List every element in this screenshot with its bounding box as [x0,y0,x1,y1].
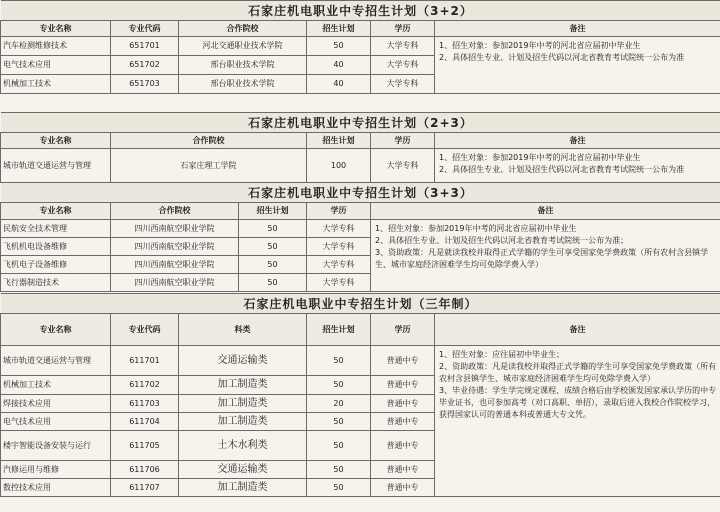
header-row [1,203,720,220]
col-header: 招生计划 [239,203,307,220]
col-header: 备注 [435,21,720,37]
col-header: 专业代码 [111,314,179,346]
major-cell: 楼宇智能设备安装与运行 [1,431,111,461]
edu-cell: 大学专科 [307,256,371,274]
col-header: 专业名称 [1,314,111,346]
edu-cell: 大学专科 [371,56,435,75]
edu-cell: 大学专科 [307,238,371,256]
header-row [1,314,720,346]
plan-cell: 50 [239,238,307,256]
section-title: 石家庄机电职业中专招生计划（三年制） [1,294,720,314]
col-header: 备注 [435,314,720,346]
school-cell: 河北交通职业技术学院 [179,37,307,56]
col-header: 招生计划 [307,21,371,37]
col-header: 专业名称 [1,21,111,37]
section-title: 石家庄机电职业中专招生计划（2+3） [1,113,720,133]
major-cell: 飞机机电设备维修 [1,238,111,256]
code-cell: 611701 [111,346,179,376]
col-header: 专业名称 [1,203,111,220]
code-cell: 611707 [111,479,179,497]
col-header: 合作院校 [111,203,239,220]
major-cell: 机械加工技术 [1,75,111,94]
col-header: 备注 [435,133,720,149]
edu-cell: 普通中专 [371,413,435,431]
plan-cell: 50 [307,413,371,431]
code-cell: 611704 [111,413,179,431]
table-row [1,220,720,238]
table-3plus3 [0,182,720,292]
table-row [1,149,720,183]
notes-cell [435,37,720,94]
code-cell: 611703 [111,395,179,413]
plan-cell: 50 [239,256,307,274]
table-3plus2 [0,0,720,94]
plan-cell: 50 [307,376,371,395]
school-cell: 四川西南航空职业学院 [111,220,239,238]
edu-cell: 普通中专 [371,479,435,497]
code-cell: 611702 [111,376,179,395]
note-line: 2、具体招生专业、计划及招生代码以河北省教育考试院统一公布为准 [439,165,685,174]
plan-cell: 20 [307,395,371,413]
category-cell: 加工制造类 [179,479,307,497]
code-cell: 611706 [111,461,179,479]
note-line: 2、具体招生专业、计划及招生代码以河北省教育考试院统一公布为准 [439,53,685,62]
col-header: 科类 [179,314,307,346]
plan-cell: 50 [307,479,371,497]
col-header: 合作院校 [111,133,307,149]
edu-cell: 大学专科 [307,274,371,292]
school-cell: 四川西南航空职业学院 [111,256,239,274]
major-cell: 飞机电子设备维修 [1,256,111,274]
edu-cell: 普通中专 [371,346,435,376]
section-title: 石家庄机电职业中专招生计划（3+3） [1,183,720,203]
edu-cell: 大学专科 [371,75,435,94]
code-cell: 651701 [111,37,179,56]
category-cell: 交通运输类 [179,461,307,479]
note-line: 1、招生对象：参加2019年中考的河北省应届初中毕业生 [375,224,577,233]
major-cell: 数控技术应用 [1,479,111,497]
col-header: 学历 [371,133,435,149]
school-cell: 邢台职业技术学院 [179,56,307,75]
major-cell: 电气技术应用 [1,56,111,75]
category-cell: 土木水利类 [179,431,307,461]
table-2plus3 [0,112,720,183]
major-cell: 机械加工技术 [1,376,111,395]
note-line: 1、招生对象：参加2019年中考的河北省应届初中毕业生 [439,41,641,50]
table-row [1,37,720,56]
note-line: 2、具体招生专业、计划及招生代码以河北省教育考试院统一公布为准； [375,236,629,245]
school-cell: 四川西南航空职业学院 [111,238,239,256]
major-cell: 城市轨道交通运营与管理 [1,149,111,183]
category-cell: 加工制造类 [179,395,307,413]
col-header: 专业代码 [111,21,179,37]
edu-cell: 普通中专 [371,376,435,395]
plan-cell: 50 [239,220,307,238]
code-cell: 611705 [111,431,179,461]
col-header: 学历 [371,21,435,37]
major-cell: 焊接技术应用 [1,395,111,413]
plan-cell: 50 [307,346,371,376]
plan-cell: 50 [307,461,371,479]
col-header: 招生计划 [307,133,371,149]
plan-cell: 50 [307,431,371,461]
major-cell: 民航安全技术管理 [1,220,111,238]
note-line: 1、招生对象：参加2019年中考的河北省应届初中毕业生 [439,153,641,162]
edu-cell: 普通中专 [371,395,435,413]
plan-cell: 40 [307,75,371,94]
edu-cell: 普通中专 [371,431,435,461]
notes-cell [435,149,720,183]
major-cell: 汽修运用与维修 [1,461,111,479]
header-row [1,21,720,37]
school-cell: 四川西南航空职业学院 [111,274,239,292]
note-line: 1、招生对象：应往届初中毕业生； [439,350,565,359]
category-cell: 交通运输类 [179,346,307,376]
plan-cell: 40 [307,56,371,75]
table-row [1,346,720,376]
col-header: 招生计划 [307,314,371,346]
major-cell: 电气技术应用 [1,413,111,431]
plan-cell: 100 [307,149,371,183]
category-cell: 加工制造类 [179,376,307,395]
school-cell: 石家庄理工学院 [111,149,307,183]
notes-cell [435,346,720,497]
section-title: 石家庄机电职业中专招生计划（3+2） [1,1,720,21]
major-cell: 汽车检测维修技术 [1,37,111,56]
school-cell: 邢台职业技术学院 [179,75,307,94]
col-header: 备注 [371,203,720,220]
code-cell: 651702 [111,56,179,75]
notes-cell [371,220,720,292]
edu-cell: 大学专科 [371,149,435,183]
major-cell: 城市轨道交通运营与管理 [1,346,111,376]
col-header: 学历 [371,314,435,346]
note-line: 2、资助政策：凡是读我校并取得正式学籍的学生可享受国家免学费政策（所有农村含县镇学生、城市家庭经济困难学生均可免除学费入学） [439,362,717,383]
col-header: 学历 [307,203,371,220]
col-header: 专业名称 [1,133,111,149]
edu-cell: 大学专科 [371,37,435,56]
category-cell: 加工制造类 [179,413,307,431]
col-header: 合作院校 [179,21,307,37]
edu-cell: 普通中专 [371,461,435,479]
header-row [1,133,720,149]
plan-cell: 50 [307,37,371,56]
note-line: 3、毕业待遇：学生学完规定课程、成绩合格后由学校颁发国家承认学历的中专毕业证书，也可参加高考（对口高职、单招），录取后进入我校合作院校学习，获得国家认可的普通本科或普通大专文凭。 [439,386,717,419]
edu-cell: 大学专科 [307,220,371,238]
code-cell: 651703 [111,75,179,94]
note-line: 3、资助政策：凡是就读我校并取得正式学籍的学生可享受国家免学费政策（所有农村含县镇学生、城市家庭经济困难学生均可免除学费入学） [375,248,709,269]
major-cell: 飞行器制造技术 [1,274,111,292]
plan-cell: 50 [239,274,307,292]
table-three-year [0,293,720,497]
